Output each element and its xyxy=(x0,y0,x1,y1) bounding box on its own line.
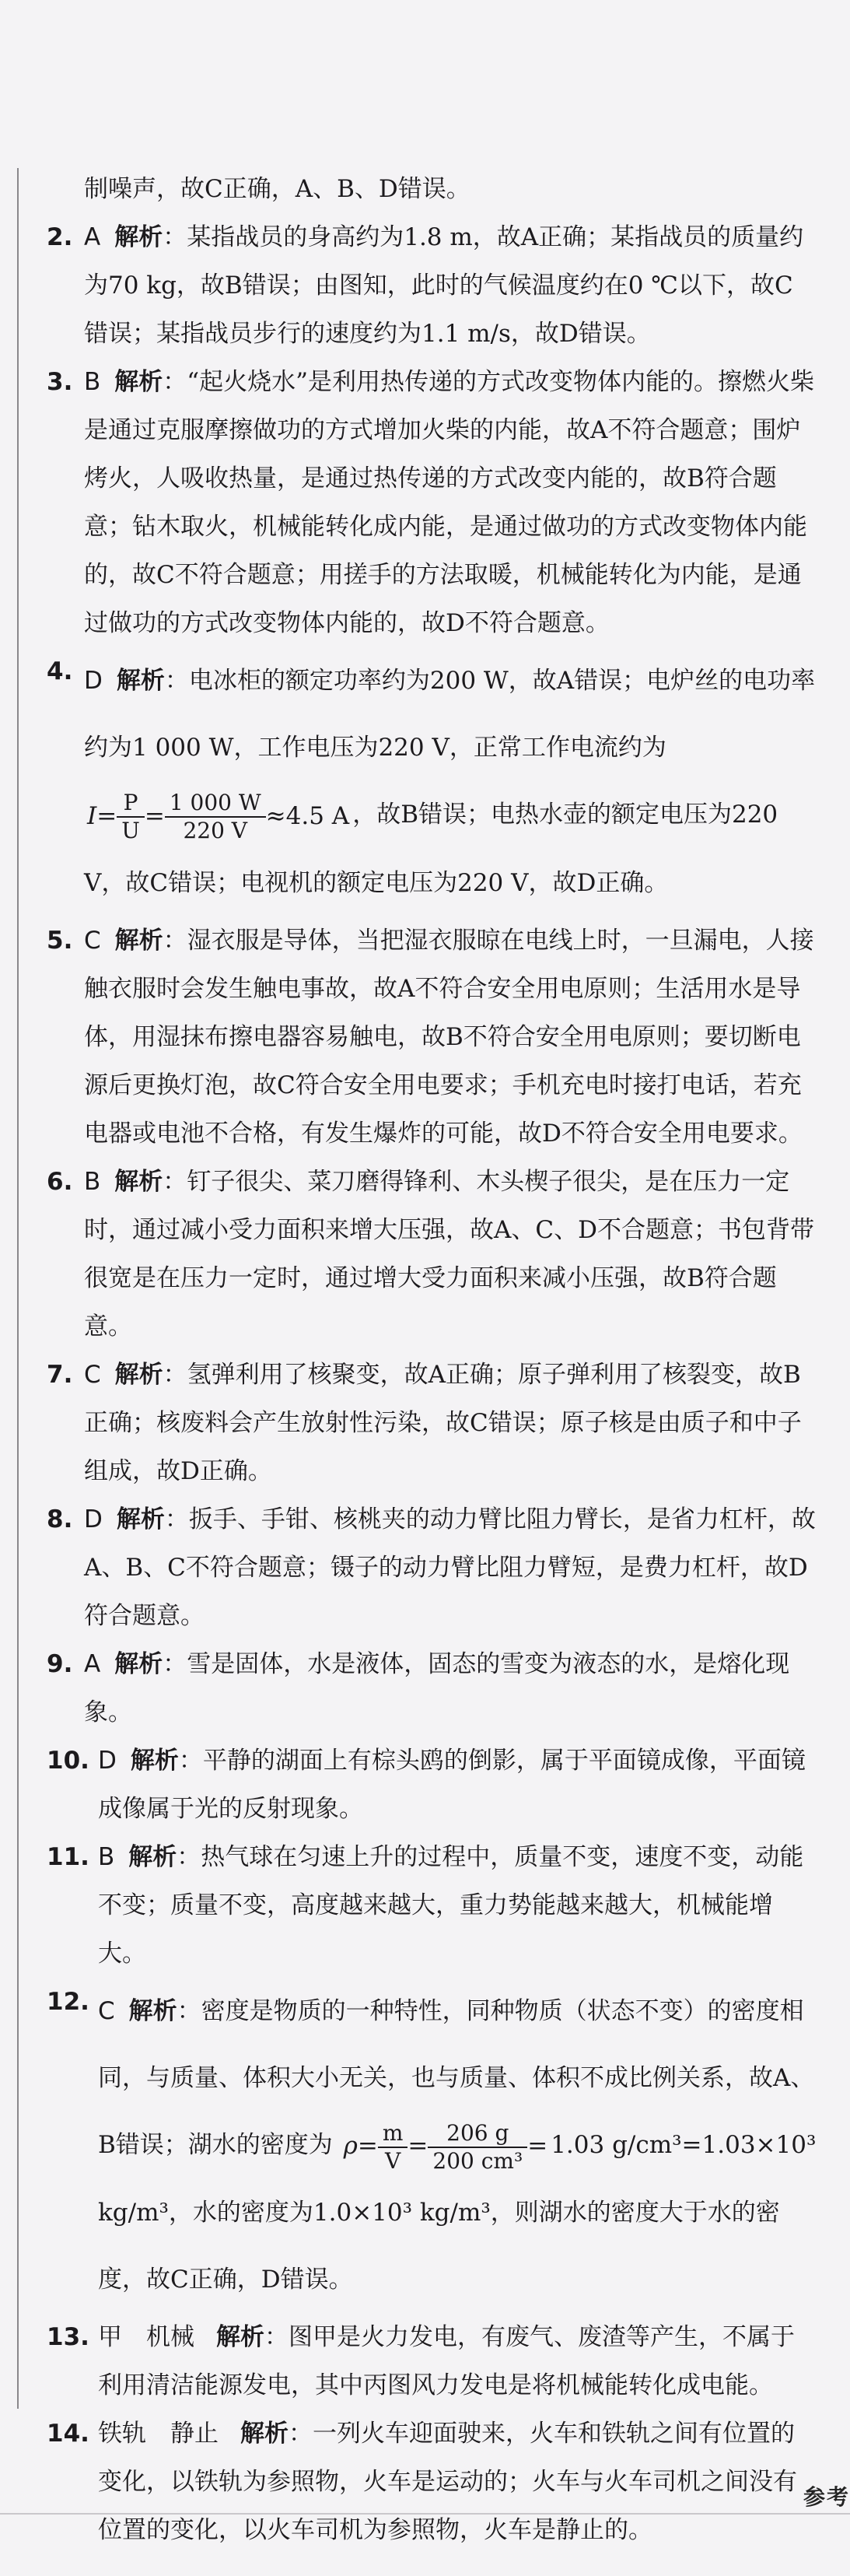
answer-choice: B xyxy=(84,1167,101,1196)
fraction-power-over-voltage: $\frac{1 000 W}{220 V}$ xyxy=(165,790,266,844)
analysis-label: 解析 xyxy=(114,1649,163,1678)
item-number: 10. xyxy=(47,1746,89,1775)
analysis-label: 解析 xyxy=(114,223,163,251)
solution-item-14: 14. 铁轨 静止 解析：一列火车迎面驶来，火车和铁轨之间有位置的变化，以铁轨为参照物，火车是运动的；火车与火车司机之间没有位置的变化，以火车司机为参照物，火车是静止的。 xyxy=(47,2410,817,2554)
item-number: 13. xyxy=(47,2323,89,2351)
answer-choice: D xyxy=(84,667,103,695)
analysis-label: 解析 xyxy=(114,368,163,396)
answer-choice: B xyxy=(84,368,101,396)
solution-item-4: 4. D 解析：电冰柜的额定功率约为200 W，故A错误；电炉丝的电功率约为1 000 W，工作电压为220 V，正常工作电流约为 I= $\frac{P}{U}$ = $\frac{1 000 W}{220 V}$ ≈4.5 A ，故B错误；电热水壶的额定电压为220 V，故C错误；电视机的额定电压为220 V，故D正确。 xyxy=(47,647,817,916)
fraction-m-over-v: $\frac{m}{V}$ xyxy=(378,2120,408,2175)
top-fragment: 制噪声，故C正确，A、B、D错误。 xyxy=(84,175,470,203)
item-number: 3. xyxy=(47,368,73,396)
analysis-text: 氢弹利用了核聚变，故A正确；原子弹利用了核裂变，故B正确；核废料会产生放射性污染，故C错误；原子核是由质子和中子组成，故D正确。 xyxy=(84,1360,802,1485)
item-number: 9. xyxy=(47,1649,73,1678)
analysis-label: 解析 xyxy=(114,926,163,955)
analysis-text: 热气球在匀速上升的过程中，质量不变，速度不变，动能不变；质量不变，高度越来越大，重力势能越来越大，机械能增大。 xyxy=(98,1842,804,1968)
answer-choice: C xyxy=(84,1360,101,1389)
analysis-text-cont: 1.03 g/cm³=1.03×10³ kg/m³，水的密度为1.0×10³ kg/m³，则湖水的密度大于水的密度，故C正确，D错误。 xyxy=(98,2130,817,2294)
analysis-text: 一列火车迎面驶来，火车和铁轨之间有位置的变化，以铁轨为参照物，火车是运动的；火车与火车司机之间没有位置的变化，以火车司机为参照物，火车是静止的。 xyxy=(98,2420,797,2544)
analysis-label: 解析 xyxy=(114,1360,163,1389)
item-number: 7. xyxy=(47,1360,73,1389)
analysis-label: 解析 xyxy=(128,1842,177,1871)
analysis-text: 扳手、手钳、核桃夹的动力臂比阻力臂长，是省力杠杆，故A、B、C不符合题意；镊子的动力臂比阻力臂短，是费力杠杆，故D符合题意。 xyxy=(84,1505,816,1630)
analysis-label: 解析 xyxy=(216,2323,264,2351)
solutions-list xyxy=(47,165,817,2554)
analysis-label: 解析 xyxy=(116,667,165,695)
current-formula: I= $\frac{P}{U}$ = $\frac{1 000 W}{220 V}$ ≈4.5 A xyxy=(87,790,350,843)
answer-choice: C xyxy=(84,926,101,955)
item-number: 11. xyxy=(47,1842,89,1871)
item-number: 6. xyxy=(47,1167,73,1196)
analysis-text: 某指战员的身高约为1.8 m，故A正确；某指战员的质量约为70 kg，故B错误；由图知，此时的气候温度约在0 ℃以下，故C错误；某指战员步行的速度约为1.1 m/s，故D错误。 xyxy=(84,223,804,348)
solution-item-5: 5. C 解析：湿衣服是导体，当把湿衣服晾在电线上时，一旦漏电，人接触衣服时会发生触电事故，故A不符合安全用电原则；生活用水是导体，用湿抹布擦电器容易触电，故B不符合安全用电原则；要切断电源后更换灯泡，故C符合安全用电要求；手机充电时接打电话，若充电器或电池不合格，有发生爆炸的可能，故D不符合安全用电要求。 xyxy=(47,916,817,1158)
analysis-text: 钉子很尖、菜刀磨得锋利、木头楔子很尖，是在压力一定时，通过减小受力面积来增大压强，故A、C、D不合题意；书包背带很宽是在压力一定时，通过增大受力面积来减小压强，故B符合题意。 xyxy=(84,1167,814,1341)
analysis-text: 湿衣服是导体，当把湿衣服晾在电线上时，一旦漏电，人接触衣服时会发生触电事故，故A不符合安全用电原则；生活用水是导体，用湿抹布擦电器容易触电，故B不符合安全用电原则；要切断电源后更换灯泡，故C符合安全用电要求；手机充电时接打电话，若充电器或电池不合格，有发生爆炸的可能，故D不符合安全用电要求。 xyxy=(84,926,814,1148)
answer-fill: 甲 机械 xyxy=(98,2323,194,2351)
solution-item-11: 11. B 解析：热气球在匀速上升的过程中，质量不变，速度不变，动能不变；质量不变，高度越来越大，重力势能越来越大，机械能增大。 xyxy=(47,1833,817,1978)
solution-item-12: 12. C 解析：密度是物质的一种特性，同种物质（状态不变）的密度相同，与质量、体积大小无关，也与质量、体积不成比例关系，故A、B错误；湖水的密度为 ρ= $\frac{m}{V}$ = $\frac{206 g}{\text{200 cm³}}$ = 1.03 g/cm³=1.03×10³ kg/m³，水的密度为1.0×10³ kg/m³，则湖水的密度大于水的密度，故C正确，D错误。 xyxy=(47,1978,817,2314)
answer-choice: A xyxy=(84,223,101,251)
solution-item-13: 13. 甲 机械 解析：图甲是火力发电，有废气、废渣等产生，不属于利用清洁能源发电，其中丙图风力发电是将机械能转化成电能。 xyxy=(47,2313,817,2410)
analysis-text: 电冰柜的额定功率约为200 W，故A错误；电炉丝的电功率约为1 000 W，工作电压为220 V，正常工作电流约为 xyxy=(84,667,816,762)
density-formula: ρ= $\frac{m}{V}$ = $\frac{206 g}{\text{200 cm³}}$ = xyxy=(343,2119,548,2174)
item-number: 14. xyxy=(47,2420,89,2448)
fraction-mass-over-volume: $\frac{206 g}{\text{200 cm³}}$ xyxy=(428,2120,527,2175)
item-number: 5. xyxy=(47,926,73,955)
solution-item-7: 7. C 解析：氢弹利用了核聚变，故A正确；原子弹利用了核裂变，故B正确；核废料会产生放射性污染，故C错误；原子核是由质子和中子组成，故D正确。 xyxy=(47,1351,817,1495)
footer-tag: 参考 xyxy=(803,2484,850,2510)
analysis-label: 解析 xyxy=(240,2420,289,2448)
answer-choice: B xyxy=(98,1842,115,1871)
analysis-label: 解析 xyxy=(130,1746,179,1775)
solution-item-8: 8. D 解析：扳手、手钳、核桃夹的动力臂比阻力臂长，是省力杠杆，故A、B、C不符合题意；镊子的动力臂比阻力臂短，是费力杠杆，故D符合题意。 xyxy=(47,1495,817,1640)
analysis-label: 解析 xyxy=(128,1996,177,2025)
left-margin-rule xyxy=(17,168,19,2409)
answer-choice: D xyxy=(98,1746,117,1775)
analysis-label: 解析 xyxy=(114,1167,163,1196)
analysis-text: “起火烧水”是利用热传递的方式改变物体内能的。擦燃火柴是通过克服摩擦做功的方式增加火柴的内能，故A不符合题意；围炉烤火，人吸收热量，是通过热传递的方式改变内能的，故B符合题意；钻木取火，机械能转化成内能，是通过做功的方式改变物体内能的，故C不符合题意；用搓手的方法取暖，机械能转化为内能，是通过做功的方式改变物体内能的，故D不符合题意。 xyxy=(84,368,814,637)
item-number: 4. xyxy=(47,657,73,685)
analysis-text: 雪是固体，水是液体，固态的雪变为液态的水，是熔化现象。 xyxy=(84,1649,790,1726)
solution-item-3: 3. B 解析：“起火烧水”是利用热传递的方式改变物体内能的。擦燃火柴是通过克服摩擦做功的方式增加火柴的内能，故A不符合题意；围炉烤火，人吸收热量，是通过热传递的方式改变内能的，故B符合题意；钻木取火，机械能转化成内能，是通过做功的方式改变物体内能的，故C不符合题意；用搓手的方法取暖，机械能转化为内能，是通过做功的方式改变物体内能的，故D不符合题意。 xyxy=(47,358,817,647)
item-number: 12. xyxy=(47,1987,89,2016)
solution-item-10: 10. D 解析：平静的湖面上有棕头鸥的倒影，属于平面镜成像，平面镜成像属于光的反射现象。 xyxy=(47,1737,817,1833)
item-number: 8. xyxy=(47,1505,73,1533)
analysis-text: 密度是物质的一种特性，同种物质（状态不变）的密度相同，与质量、体积大小无关，也与质量、体积不成比例关系，故A、B错误；湖水的密度为 xyxy=(98,1996,815,2159)
answer-choice: C xyxy=(98,1996,115,2025)
solution-item-2: 2. A 解析：某指战员的身高约为1.8 m，故A正确；某指战员的质量约为70 kg，故B错误；由图知，此时的气候温度约在0 ℃以下，故C错误；某指战员步行的速度约为1.1 m/s，故D错误。 xyxy=(47,213,817,358)
analysis-text: 平静的湖面上有棕头鸥的倒影，属于平面镜成像，平面镜成像属于光的反射现象。 xyxy=(98,1746,806,1823)
fraction-p-over-u: $\frac{P}{U}$ xyxy=(117,790,145,844)
solution-item-6: 6. B 解析：钉子很尖、菜刀磨得锋利、木头楔子很尖，是在压力一定时，通过减小受力面积来增大压强，故A、C、D不合题意；书包背带很宽是在压力一定时，通过增大受力面积来减小压强，故B符合题意。 xyxy=(47,1158,817,1351)
analysis-text: 图甲是火力发电，有废气、废渣等产生，不属于利用清洁能源发电，其中丙图风力发电是将机械能转化成电能。 xyxy=(98,2323,795,2399)
item-number: 2. xyxy=(47,223,73,251)
analysis-text-cont: ，故B错误；电热水壶的额定电压为220 V，故C错误；电视机的额定电压为220 V，故D正确。 xyxy=(84,801,778,897)
answer-choice: D xyxy=(84,1505,103,1533)
analysis-label: 解析 xyxy=(116,1505,165,1533)
answer-fill: 铁轨 静止 xyxy=(98,2420,219,2448)
answer-choice: A xyxy=(84,1649,101,1678)
solution-item-9: 9. A 解析：雪是固体，水是液体，固态的雪变为液态的水，是熔化现象。 xyxy=(47,1640,817,1737)
